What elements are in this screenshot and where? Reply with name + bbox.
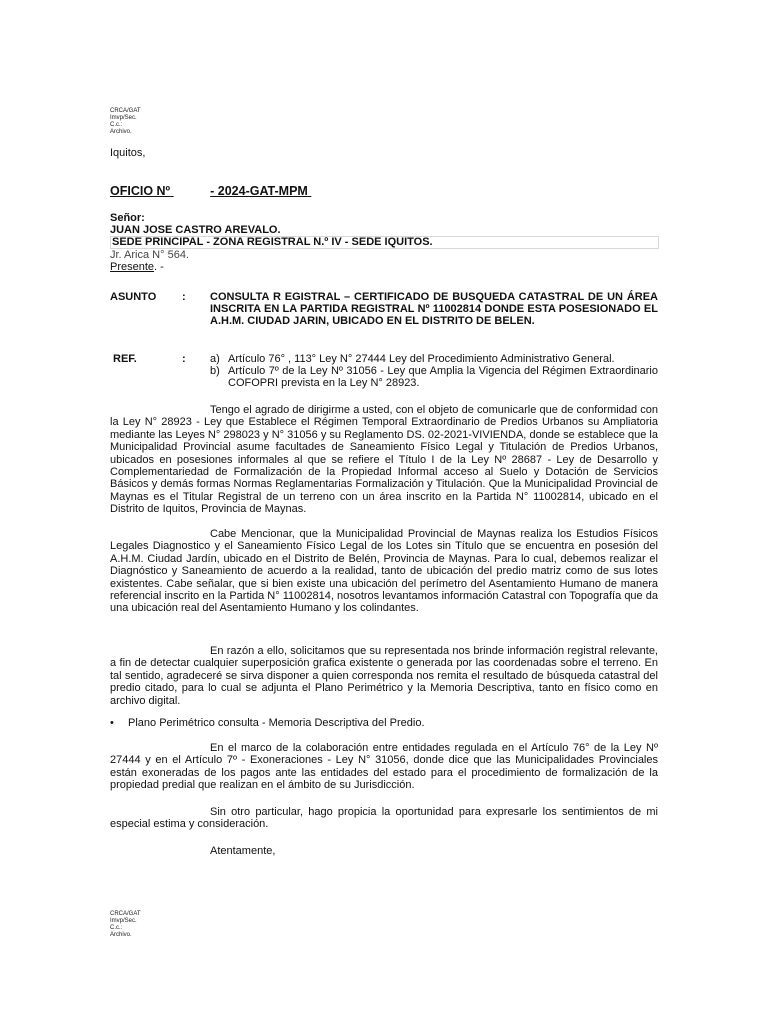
body-paragraph: En razón a ello, solicitamos que su representada nos brinde información registral relevante, a fin de detectar cualquier superposición grafica existente o generada por las coordenadas sobre el terreno. En tal sentido, agradeceré se sirva disponer a quien corresponda nos remita el resultado de búsqueda catastral del predio citado, para lo cual se adjunta el Plano Perimétrico y la Memoria Descriptiva, tanto en físico como en archivo digital. [110, 645, 658, 707]
footer-ref-line: Imvp/Sec. [110, 918, 137, 924]
asunto-text: CONSULTA R EGISTRAL – CERTIFICADO DE BUSQUEDA CATASTRAL DE UN ÁREA INSCRITA EN LA PARTIDA REGISTRAL Nº 11002814 DONDE ESTA POSESIONADO EL A.H.M. CIUDAD JARIN, UBICADO EN EL DISTRITO DE BELEN. [210, 291, 658, 327]
attachment-text: Plano Perimétrico consulta - Memoria Descriptiva del Predio. [128, 717, 425, 729]
ref-item-key: a) [210, 353, 220, 365]
city-line: Iquitos, [110, 147, 146, 159]
ref-row [110, 353, 658, 393]
ref-colon: : [182, 353, 186, 365]
header-reference-lines [110, 108, 658, 136]
header-ref-line: CRCA/GAT [110, 108, 141, 114]
footer-ref-line: C.c.: [110, 925, 123, 931]
oficio-prefix: OFICIO Nº [110, 184, 171, 198]
header-ref-line: Imvp/Sec. [110, 115, 137, 121]
presente-suffix: . - [154, 261, 164, 273]
closing: Atentamente, [210, 845, 276, 857]
oficio-code: - 2024-GAT-MPM [210, 184, 308, 198]
body-paragraph: Tengo el agrado de dirigirme a usted, con el objeto de comunicarle que de conformidad con la Ley N° 28923 - Ley que Establece el Régimen Temporal Extraordinario de Predios Urbanos su Ampliatoria mediante las Leyes N° 298023 y N° 31056 y su Reglamento DS. 02-2021-VIVIENDA, donde se establece que la Municipalidad Provincial asume facultades de Saneamiento Físico Legal y Titulación de Predios Urbanos, ubicados en posesiones informales al que se refiere el Título I de la Ley Nº 28687 - Ley de Desarrollo y Complementariedad de Formalización de la Propiedad Informal acceso al Suelo y Dotación de Servicios Básicos y demás formas Normas Reglamentarias Formalización y Titulación. Que la Municipalidad Provincial de Maynas es el Titular Registral de un terreno con un área inscrito en la Partida N° 11002814, ubicado en el Distrito de Iquitos, Provincia de Maynas. [110, 404, 658, 516]
ref-list [210, 353, 658, 389]
body-paragraph: En el marco de la colaboración entre entidades regulada en el Artículo 76° de la Ley Nº 27444 y en el Artículo 7º - Exoneraciones - Ley N° 31056, donde dice que las Municipalidades Provinciales están exoneradas de los pagos ante las entidades del estado para el procedimiento de formalización de la propiedad predial que realizan en el ámbito de su Jurisdicción. [110, 742, 658, 792]
footer-ref-line: Archivo. [110, 932, 132, 938]
recipient-office: SEDE PRINCIPAL - ZONA REGISTRAL N.º IV - SEDE IQUITOS. [110, 236, 659, 249]
body-paragraphs [110, 404, 658, 516]
recipient-block [110, 212, 658, 273]
recipient-name: JUAN JOSE CASTRO AREVALO. [110, 224, 281, 236]
header-ref-line: Archivo. [110, 129, 132, 135]
ref-item-key: b) [210, 365, 220, 377]
body-paragraphs [110, 645, 658, 707]
body-paragraphs [110, 528, 658, 615]
ref-item [210, 365, 658, 389]
salutation: Señor: [110, 212, 145, 224]
oficio-number [110, 184, 658, 198]
body-paragraph: Cabe Mencionar, que la Municipalidad Provincial de Maynas realiza los Estudios Físicos Legales Diagnostico y el Saneamiento Físico Legal de los Lotes sin Título que se encuentra en posesión del A.H.M. Ciudad Jardín, ubicado en el Distrito de Belén, Provincia de Maynas. Para lo cual, debemos realizar el Diagnóstico y Saneamiento de acuerdo a la realidad, tanto de ubicación del predio matriz como de sus lotes existentes. Cabe señalar, que si bien existe una ubicación del perímetro del Asentamiento Humano de manera referencial inscrito en la Partida N° 11002814, nosotros levantamos información Catastral con Topografía que da una ubicación real del Asentamiento Humano y los colindantes. [110, 528, 658, 615]
header-ref-line: C.c.: [110, 122, 123, 128]
ref-label: REF. [113, 353, 137, 365]
asunto-colon: : [182, 291, 186, 303]
asunto-label: ASUNTO [110, 291, 157, 303]
recipient-address: Jr. Arica N° 564. [110, 249, 189, 261]
ref-item [210, 353, 658, 365]
body-paragraph: Sin otro particular, hago propicia la oportunidad para expresarle los sentimientos de mi especial estima y consideración. [110, 806, 658, 831]
bullet-icon: • [110, 717, 114, 729]
attachment-bullet [110, 717, 425, 729]
asunto-row [110, 291, 658, 341]
ref-item-text: Artículo 76° , 113° Ley N° 27444 Ley del Procedimiento Administrativo General. [228, 353, 615, 365]
footer-reference-lines [110, 911, 658, 939]
presente-label: Presente [110, 261, 155, 273]
footer-ref-line: CRCA/GAT [110, 911, 141, 917]
ref-item-text: Artículo 7º de la Ley Nº 31056 - Ley que Amplia la Vigencia del Régimen Extraordinario COFOPRI prevista en la Ley N° 28923. [228, 365, 658, 389]
body-paragraphs [110, 806, 658, 831]
body-paragraphs [110, 742, 658, 792]
